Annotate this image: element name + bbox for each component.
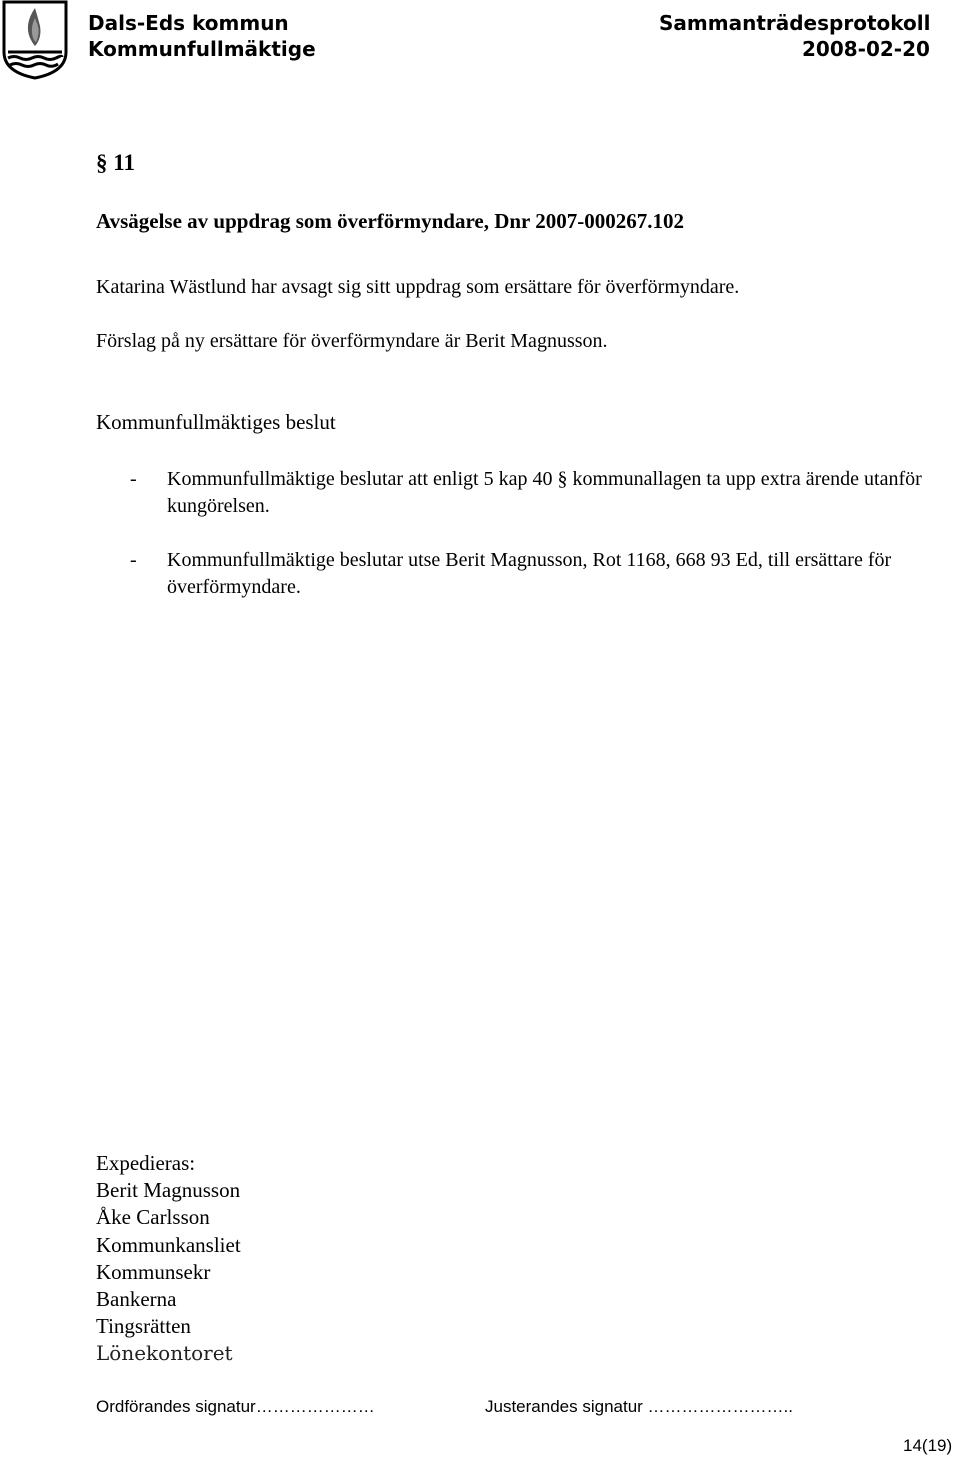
decision-text: Kommunfullmäktige beslutar att enligt 5 kap 40 § kommunallagen ta upp extra ärende utanför kungörelsen.: [167, 468, 922, 517]
municipal-coat-of-arms-icon: [0, 0, 70, 80]
distribution-list: [96, 1150, 241, 1368]
recipient: Åke Carlsson: [96, 1205, 210, 1230]
item-title: Avsägelse av uppdrag som överförmyndare, Dnr 2007-000267.102: [96, 209, 684, 233]
recipient: Bankerna: [96, 1287, 177, 1312]
recipient: Tingsrätten: [96, 1314, 191, 1339]
page-header-left: [88, 10, 316, 62]
decision-heading: Kommunfullmäktiges beslut: [96, 410, 336, 434]
decision-text: Kommunfullmäktige beslutar utse Berit Magnusson, Rot 1168, 668 93 Ed, till ersättare för överförmyndare.: [167, 549, 892, 598]
distribution-label: Expedieras:: [96, 1151, 196, 1175]
decision-item: [130, 466, 927, 520]
document-type: Sammanträdesprotokoll: [659, 11, 931, 35]
bullet-dash: -: [130, 549, 137, 571]
meeting-date: 2008-02-20: [802, 37, 930, 61]
page-header-right: [659, 10, 930, 62]
paragraph-resignation: Katarina Wästlund har avsagt sig sitt uppdrag som ersättare för överförmyndare.: [96, 276, 740, 298]
bullet-dash: -: [130, 468, 137, 490]
recipient: Berit Magnusson: [96, 1178, 241, 1203]
org-name: Dals-Eds kommun: [88, 11, 289, 35]
recipient: Lönekontoret: [96, 1341, 233, 1366]
body-name: Kommunfullmäktige: [88, 37, 316, 61]
page-number: 14(19): [903, 1436, 953, 1455]
decision-item: [130, 547, 927, 601]
chair-signature-line: Ordförandes signatur…………………: [96, 1397, 375, 1416]
section-number: § 11: [96, 150, 135, 175]
recipient: Kommunsekr: [96, 1259, 211, 1284]
adjuster-signature-line: Justerandes signatur ……………………..: [485, 1397, 793, 1416]
recipient: Kommunkansliet: [96, 1232, 241, 1257]
paragraph-proposal: Förslag på ny ersättare för överförmyndare är Berit Magnusson.: [96, 330, 608, 352]
